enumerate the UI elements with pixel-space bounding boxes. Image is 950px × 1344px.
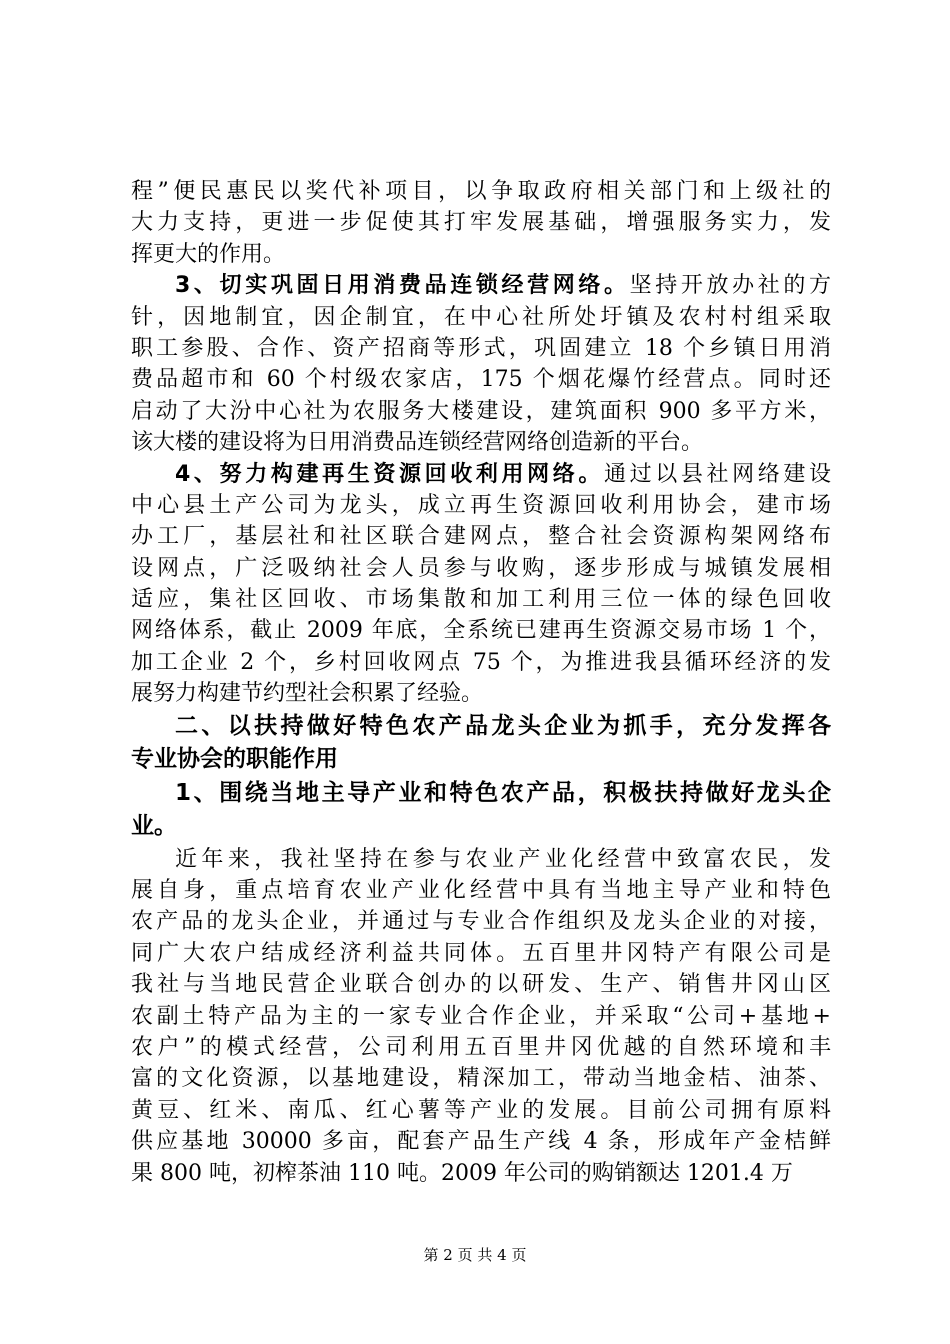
paragraph <box>131 459 831 710</box>
line-text: 农副土特产品为主的一家专业合作企业，并采取“公司+基地+ <box>131 1003 831 1029</box>
line-text: 设网点，广泛吸纳社会人员参与收购，逐步形成与城镇发展相 <box>131 555 831 581</box>
line-text: 果 800 吨，初榨茶油 110 吨。2009 年公司的购销额达 1201.4 万 <box>131 1160 793 1186</box>
text-line <box>131 490 831 521</box>
line-text: 专业协会的职能作用 <box>131 746 338 773</box>
text-line <box>131 207 831 238</box>
text-line <box>131 743 831 777</box>
text-line <box>131 584 831 615</box>
line-text: 程”便民惠民以奖代补项目，以争取政府相关部门和上级社的 <box>131 179 831 204</box>
line-text: 加工企业 2 个，乡村回收网点 75 个，为推进我县循环经济的发 <box>131 649 831 675</box>
text-line <box>131 396 831 427</box>
line-text: 通过以县社网络建设 <box>603 461 831 487</box>
text-line <box>131 302 831 333</box>
page-footer: 第 2 页 共 4 页 <box>423 1246 527 1264</box>
line-text: 展自身，重点培育农业产业化经营中具有当地主导产业和特色 <box>131 878 831 904</box>
text-line <box>131 239 831 270</box>
line-text: 该大楼的建设将为日用消费品连锁经营网络创造新的平台。 <box>131 430 704 456</box>
line-text: 费品超市和 60 个村级农家店，175 个烟花爆竹经营点。同时还 <box>131 367 831 393</box>
text-line <box>131 427 831 458</box>
line-text: 网络体系，截止 2009 年底，全系统已建再生资源交易市场 1 个， <box>131 618 831 644</box>
text-line <box>131 1126 831 1157</box>
text-line <box>131 615 831 646</box>
text-line <box>131 521 831 552</box>
text-line <box>131 678 831 709</box>
line-text: 我社与当地民营企业联合创办的以研发、生产、销售井冈山区 <box>131 972 831 998</box>
text-line <box>131 969 831 1000</box>
line-text: 同广大农户结成经济利益共同体。五百里井冈特产有限公司是 <box>131 940 831 966</box>
section-heading <box>131 710 831 777</box>
line-text: 供应基地 30000 多亩，配套产品生产线 4 条，形成年产金桔鲜 <box>131 1129 831 1155</box>
paragraph <box>131 270 831 458</box>
text-line <box>131 459 831 490</box>
text-line <box>131 844 831 875</box>
line-text: 适应，集社区回收、市场集散和加工利用三位一体的绿色回收 <box>131 587 831 613</box>
line-text: 针，因地制宜，因企制宜，在中心社所处圩镇及农村村组采取 <box>131 304 831 330</box>
document-body <box>131 176 831 1189</box>
lead-phrase: 4、努力构建再生资源回收利用网络。 <box>175 461 604 487</box>
text-line <box>131 875 831 906</box>
line-text: 中心县土产公司为龙头，成立再生资源回收利用协会，建市场 <box>131 492 831 518</box>
line-text: 近年来，我社坚持在参与农业产业化经营中致富农民，发 <box>175 846 831 872</box>
text-line <box>131 1095 831 1126</box>
paragraph <box>131 176 831 270</box>
line-text: 坚持开放办社的方 <box>629 273 831 299</box>
line-text: 启动了大汾中心社为农服务大楼建设，建筑面积 900 多平方米， <box>131 398 831 424</box>
text-line <box>131 647 831 678</box>
line-text: 黄豆、红米、南瓜、红心薯等产业的发展。目前公司拥有原料 <box>131 1097 831 1123</box>
text-line <box>131 270 831 301</box>
line-text: 业。 <box>131 813 177 840</box>
line-text: 1、围绕当地主导产业和特色农产品，积极扶持做好龙头企 <box>175 779 831 806</box>
lead-phrase: 3、切实巩固日用消费品连锁经营网络。 <box>175 273 630 299</box>
text-line <box>131 1032 831 1063</box>
line-text: 挥更大的作用。 <box>131 241 286 267</box>
line-text: 农产品的龙头企业，并通过与专业合作组织及龙头企业的对接， <box>131 909 831 935</box>
text-line <box>131 364 831 395</box>
text-line <box>131 777 831 811</box>
text-line <box>131 1063 831 1094</box>
line-text: 富的文化资源，以基地建设，精深加工，带动当地金桔、油茶、 <box>131 1066 831 1092</box>
text-line <box>131 1158 831 1189</box>
line-text: 二、以扶持做好特色农产品龙头企业为抓手，充分发挥各 <box>175 712 831 739</box>
text-line <box>131 906 831 937</box>
section-heading <box>131 777 831 844</box>
line-text: 展努力构建节约型社会积累了经验。 <box>131 681 484 707</box>
text-line <box>131 810 831 844</box>
text-line <box>131 1001 831 1032</box>
text-line <box>131 176 831 207</box>
line-text: 职工参股、合作、资产招商等形式，巩固建立 18 个乡镇日用消 <box>131 335 831 361</box>
text-line <box>131 333 831 364</box>
line-text: 办工厂，基层社和社区联合建网点，整合社会资源构架网络布 <box>131 524 831 550</box>
paragraph <box>131 844 831 1189</box>
line-text: 大力支持，更进一步促使其打牢发展基础，增强服务实力，发 <box>131 210 831 236</box>
text-line <box>131 710 831 744</box>
text-line <box>131 938 831 969</box>
text-line <box>131 553 831 584</box>
line-text: 农户”的模式经营，公司利用五百里井冈优越的自然环境和丰 <box>131 1034 831 1060</box>
